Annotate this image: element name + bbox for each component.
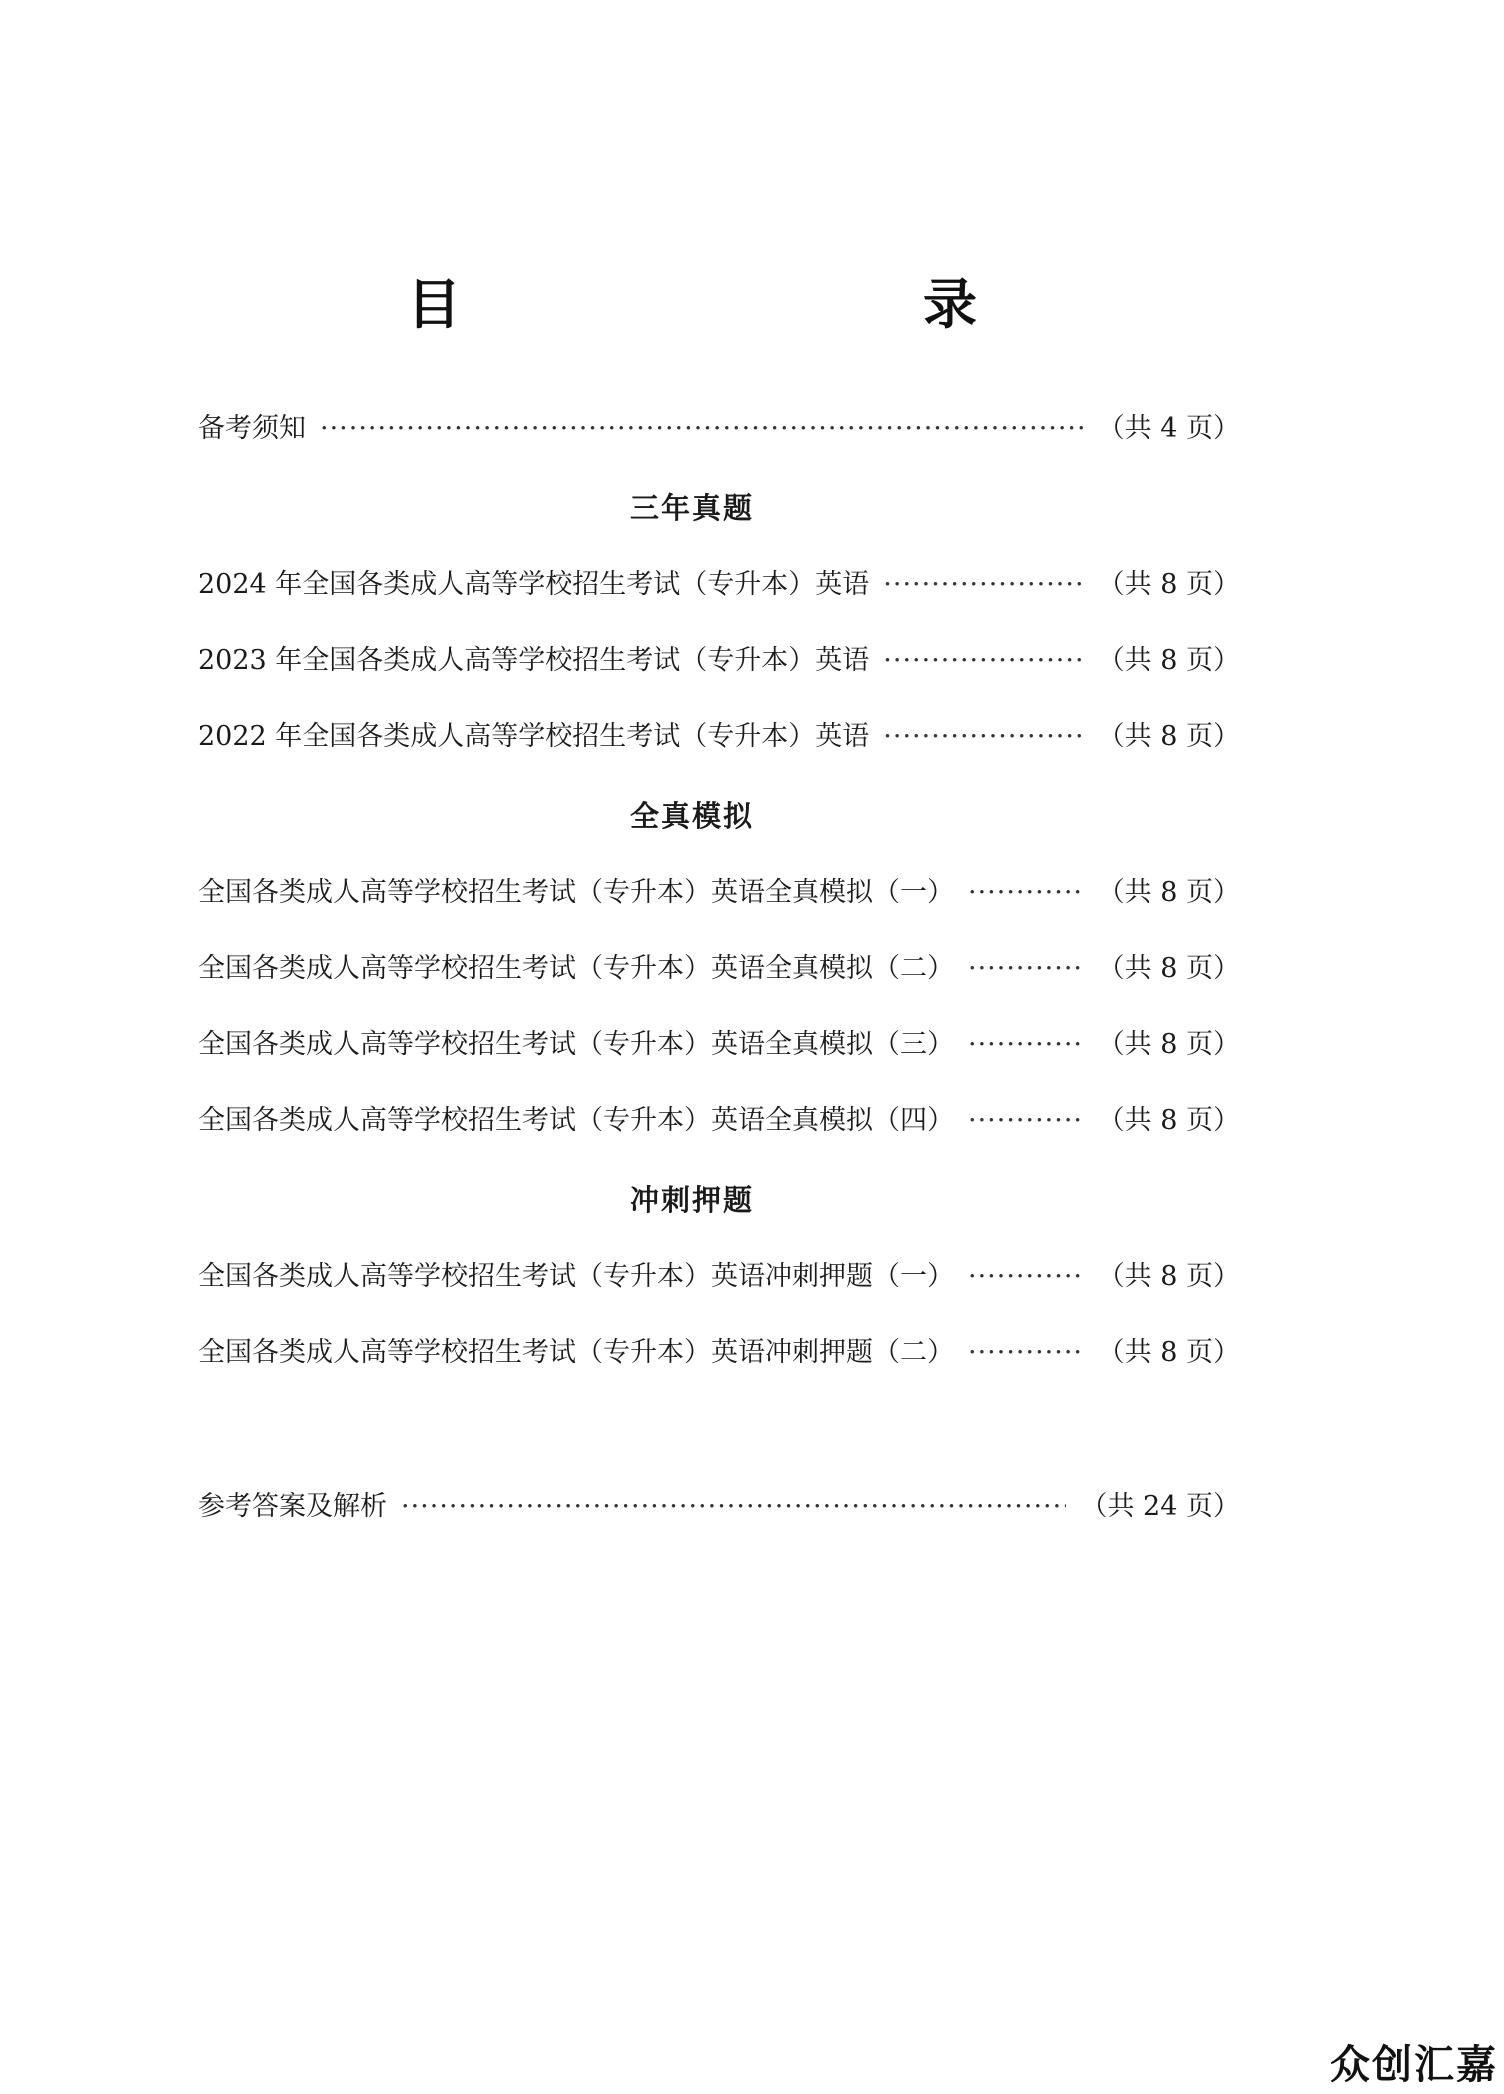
toc-entry-title: 2024 年全国各类成人高等学校招生考试（专升本）英语 [198,569,870,600]
toc-entry-preparation-notes[interactable] [198,409,1240,449]
dot-leader [883,641,1083,681]
dot-leader [320,409,1084,449]
toc-entry[interactable] [198,1333,1240,1373]
toc-entry-title: 全国各类成人高等学校招生考试（专升本）英语全真模拟（一） [198,877,954,908]
toc-entry[interactable] [198,565,1240,605]
toc-entry-title: 全国各类成人高等学校招生考试（专升本）英语全真模拟（三） [198,1029,954,1060]
toc-entry-pages: （共 24 页） [1080,1491,1240,1522]
toc-entry-pages: （共 8 页） [1097,1337,1240,1368]
toc-entry-title: 2023 年全国各类成人高等学校招生考试（专升本）英语 [198,645,870,676]
dot-leader [968,1257,1084,1297]
dot-leader [968,1101,1084,1141]
toc-entry-pages: （共 8 页） [1097,645,1240,676]
toc-entry-pages: （共 8 页） [1097,1261,1240,1292]
toc-entry-answers[interactable] [198,1487,1240,1527]
toc-entry-title: 备考须知 [198,413,306,444]
toc-entry-pages: （共 8 页） [1097,569,1240,600]
toc-entry[interactable] [198,1025,1240,1065]
section-heading-past-exams: 三年真题 [629,491,754,525]
toc-entry-pages: （共 4 页） [1097,413,1240,444]
toc-entry-title: 2022 年全国各类成人高等学校招生考试（专升本）英语 [198,721,870,752]
toc-entry-title: 全国各类成人高等学校招生考试（专升本）英语冲刺押题（一） [198,1261,954,1292]
section-heading-mock-exams: 全真模拟 [629,799,754,833]
dot-leader [401,1487,1066,1527]
dot-leader [968,1025,1084,1065]
toc-entry-pages: （共 8 页） [1097,1029,1240,1060]
toc-entry[interactable] [198,641,1240,681]
section-heading-final-sprint: 冲刺押题 [629,1183,754,1217]
dot-leader [883,717,1083,757]
toc-entry-pages: （共 8 页） [1097,953,1240,984]
toc-entry-pages: （共 8 页） [1097,877,1240,908]
toc-entry-pages: （共 8 页） [1097,721,1240,752]
dot-leader [968,949,1084,989]
toc-entry-pages: （共 8 页） [1097,1105,1240,1136]
page-title: 目 录 [407,273,1095,336]
toc-entry-title: 全国各类成人高等学校招生考试（专升本）英语全真模拟（二） [198,953,954,984]
toc-entry-title: 全国各类成人高等学校招生考试（专升本）英语冲刺押题（二） [198,1337,954,1368]
toc-entry-title: 全国各类成人高等学校招生考试（专升本）英语全真模拟（四） [198,1105,954,1136]
toc-entry[interactable] [198,873,1240,913]
watermark-logo: 众创汇嘉 [1330,2042,1498,2088]
dot-leader [968,1333,1084,1373]
toc-entry-title: 参考答案及解析 [198,1491,387,1522]
dot-leader [968,873,1084,913]
toc-entry[interactable] [198,1101,1240,1141]
dot-leader [883,565,1083,605]
toc-entry[interactable] [198,1257,1240,1297]
toc-entry[interactable] [198,949,1240,989]
toc-entry[interactable] [198,717,1240,757]
